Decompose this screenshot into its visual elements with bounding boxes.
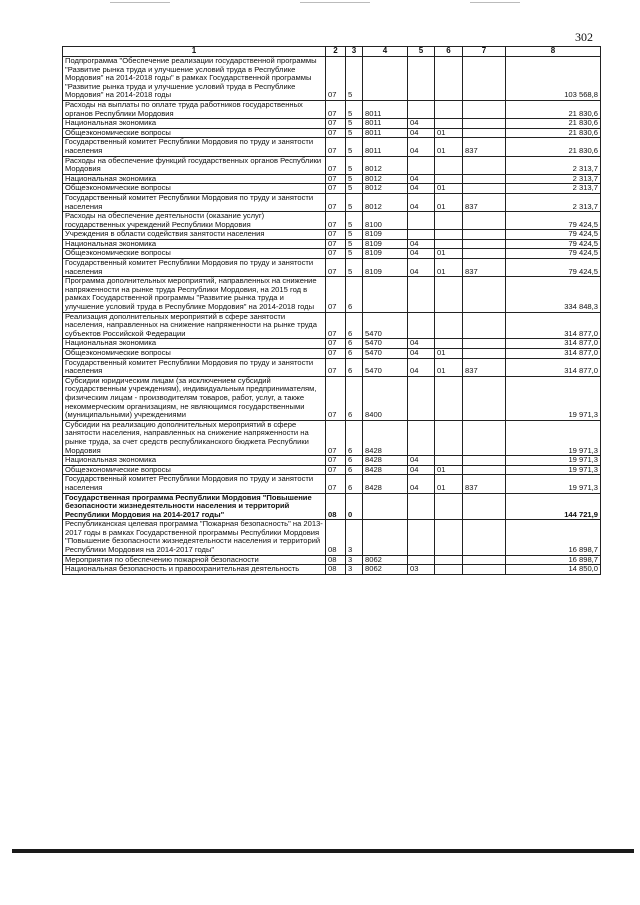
row-section: 07 — [326, 249, 346, 259]
row-department — [463, 277, 506, 312]
row-amount: 16 898,7 — [506, 520, 601, 555]
row-amount: 21 830,6 — [506, 128, 601, 138]
row-group — [408, 312, 435, 339]
row-expense-type — [435, 456, 463, 466]
row-amount: 19 971,3 — [506, 465, 601, 475]
row-subsection: 5 — [346, 119, 363, 129]
row-group — [408, 376, 435, 420]
row-article: 8011 — [363, 128, 408, 138]
row-amount: 79 424,5 — [506, 259, 601, 277]
row-department — [463, 128, 506, 138]
row-expense-type — [435, 230, 463, 240]
row-subsection: 5 — [346, 156, 363, 174]
row-name: Субсидии на реализацию дополнительных мероприятий в сфере занятости населения, направленных на снижение напряженности на рынке труда, за счет средств республиканского бюджета Республики Мордовия — [63, 420, 326, 455]
row-group: 04 — [408, 339, 435, 349]
row-expense-type — [435, 520, 463, 555]
row-amount: 19 971,3 — [506, 456, 601, 466]
row-name: Государственный комитет Республики Мордовия по труду и занятости населения — [63, 358, 326, 376]
row-department — [463, 493, 506, 520]
row-department — [463, 465, 506, 475]
row-department — [463, 565, 506, 575]
row-subsection: 6 — [346, 376, 363, 420]
row-article: 8109 — [363, 259, 408, 277]
row-section: 07 — [326, 475, 346, 493]
row-name: Национальная экономика — [63, 174, 326, 184]
table-row — [63, 520, 601, 555]
table-row — [63, 184, 601, 194]
row-group: 04 — [408, 128, 435, 138]
row-department — [463, 57, 506, 101]
row-subsection: 5 — [346, 212, 363, 230]
row-expense-type — [435, 312, 463, 339]
row-department — [463, 119, 506, 129]
row-name: Расходы на обеспечение деятельности (оказание услуг) государственных учреждений Республики Мордовия — [63, 212, 326, 230]
column-header: 2 — [326, 47, 346, 57]
table-row — [63, 565, 601, 575]
row-section: 07 — [326, 57, 346, 101]
row-amount: 21 830,6 — [506, 119, 601, 129]
row-subsection: 5 — [346, 239, 363, 249]
row-group — [408, 212, 435, 230]
row-group — [408, 156, 435, 174]
row-amount: 79 424,5 — [506, 230, 601, 240]
row-department — [463, 339, 506, 349]
row-section: 08 — [326, 565, 346, 575]
row-group: 04 — [408, 119, 435, 129]
table-row — [63, 358, 601, 376]
table-body — [63, 57, 601, 575]
row-subsection: 6 — [346, 312, 363, 339]
row-expense-type: 01 — [435, 465, 463, 475]
row-name: Подпрограмма "Обеспечение реализации государственной программы "Развитие рынка труда и улучшение условий труда в Республике Мордовия" на 2014-2018 годы" в рамках Государственной программы "Развитие рынка труда и улучшение условий труда в Республике Мордовия" на 2014-2018 годы — [63, 57, 326, 101]
row-group — [408, 100, 435, 118]
row-section: 08 — [326, 493, 346, 520]
row-section: 07 — [326, 119, 346, 129]
row-subsection: 6 — [346, 339, 363, 349]
row-department — [463, 312, 506, 339]
row-amount: 19 971,3 — [506, 376, 601, 420]
row-subsection: 5 — [346, 193, 363, 211]
row-amount: 19 971,3 — [506, 475, 601, 493]
column-header: 8 — [506, 47, 601, 57]
row-article: 8400 — [363, 376, 408, 420]
row-group: 03 — [408, 565, 435, 575]
row-department: 837 — [463, 358, 506, 376]
row-amount: 144 721,9 — [506, 493, 601, 520]
row-subsection: 6 — [346, 358, 363, 376]
row-amount: 314 877,0 — [506, 312, 601, 339]
row-name: Национальная экономика — [63, 456, 326, 466]
row-group: 04 — [408, 349, 435, 359]
row-subsection: 6 — [346, 420, 363, 455]
row-name: Национальная экономика — [63, 119, 326, 129]
row-amount: 79 424,5 — [506, 239, 601, 249]
table-row — [63, 212, 601, 230]
row-article: 8428 — [363, 456, 408, 466]
row-expense-type — [435, 493, 463, 520]
page-number: 302 — [575, 30, 593, 44]
table-row — [63, 456, 601, 466]
row-department: 837 — [463, 475, 506, 493]
row-subsection: 5 — [346, 259, 363, 277]
row-name: Общеэкономические вопросы — [63, 465, 326, 475]
row-department — [463, 230, 506, 240]
row-subsection: 0 — [346, 493, 363, 520]
row-department — [463, 156, 506, 174]
row-section: 08 — [326, 555, 346, 565]
row-article: 5470 — [363, 339, 408, 349]
row-section: 07 — [326, 358, 346, 376]
row-group: 04 — [408, 184, 435, 194]
row-article: 8062 — [363, 555, 408, 565]
row-expense-type: 01 — [435, 259, 463, 277]
row-name: Учреждения в области содействия занятости населения — [63, 230, 326, 240]
row-name: Государственный комитет Республики Мордовия по труду и занятости населения — [63, 138, 326, 156]
row-department — [463, 456, 506, 466]
row-article: 5470 — [363, 349, 408, 359]
table-row — [63, 138, 601, 156]
budget-table — [62, 46, 601, 575]
row-department: 837 — [463, 259, 506, 277]
row-name: Национальная экономика — [63, 239, 326, 249]
row-name: Мероприятия по обеспечению пожарной безопасности — [63, 555, 326, 565]
row-article: 8012 — [363, 193, 408, 211]
table-row — [63, 100, 601, 118]
row-amount: 79 424,5 — [506, 212, 601, 230]
row-article: 5470 — [363, 312, 408, 339]
row-subsection: 6 — [346, 349, 363, 359]
row-expense-type: 01 — [435, 349, 463, 359]
row-group: 04 — [408, 456, 435, 466]
row-name: Субсидии юридическим лицам (за исключением субсидий государственным учреждениям), индивидуальным предпринимателям, физическим лицам - производителям товаров, работ, услуг, а также некоммерческим организациям, не являющимся государственными (муниципальными) учреждениями — [63, 376, 326, 420]
row-amount: 2 313,7 — [506, 156, 601, 174]
row-expense-type — [435, 277, 463, 312]
row-department — [463, 349, 506, 359]
table-row — [63, 119, 601, 129]
table-row — [63, 376, 601, 420]
row-name: Общеэкономические вопросы — [63, 128, 326, 138]
row-department: 837 — [463, 138, 506, 156]
row-subsection: 5 — [346, 184, 363, 194]
row-expense-type — [435, 212, 463, 230]
row-amount: 16 898,7 — [506, 555, 601, 565]
row-article — [363, 57, 408, 101]
row-name: Государственный комитет Республики Мордовия по труду и занятости населения — [63, 259, 326, 277]
row-section: 07 — [326, 312, 346, 339]
row-expense-type: 01 — [435, 475, 463, 493]
row-article: 8011 — [363, 138, 408, 156]
row-department — [463, 249, 506, 259]
row-article: 8012 — [363, 184, 408, 194]
row-section: 07 — [326, 100, 346, 118]
row-amount: 334 848,3 — [506, 277, 601, 312]
row-expense-type — [435, 555, 463, 565]
row-subsection: 6 — [346, 277, 363, 312]
row-name: Расходы на выплаты по оплате труда работников государственных органов Республики Мордовия — [63, 100, 326, 118]
row-expense-type — [435, 57, 463, 101]
row-section: 07 — [326, 420, 346, 455]
row-expense-type — [435, 156, 463, 174]
row-section: 07 — [326, 184, 346, 194]
row-department — [463, 174, 506, 184]
row-article: 8109 — [363, 249, 408, 259]
row-expense-type — [435, 420, 463, 455]
row-article: 5470 — [363, 358, 408, 376]
row-amount: 14 850,0 — [506, 565, 601, 575]
row-name: Общеэкономические вопросы — [63, 184, 326, 194]
table-row — [63, 193, 601, 211]
row-section: 07 — [326, 277, 346, 312]
row-expense-type — [435, 376, 463, 420]
row-subsection: 5 — [346, 174, 363, 184]
table-row — [63, 57, 601, 101]
row-amount: 314 877,0 — [506, 358, 601, 376]
row-article: 8011 — [363, 100, 408, 118]
row-name: Государственный комитет Республики Мордовия по труду и занятости населения — [63, 193, 326, 211]
table-row — [63, 277, 601, 312]
row-subsection: 3 — [346, 520, 363, 555]
row-section: 07 — [326, 239, 346, 249]
row-expense-type: 01 — [435, 358, 463, 376]
row-group: 04 — [408, 249, 435, 259]
row-section: 07 — [326, 376, 346, 420]
row-article: 8062 — [363, 565, 408, 575]
row-group — [408, 493, 435, 520]
row-article: 8109 — [363, 230, 408, 240]
row-subsection: 3 — [346, 555, 363, 565]
row-subsection: 3 — [346, 565, 363, 575]
column-header: 4 — [363, 47, 408, 57]
row-section: 07 — [326, 212, 346, 230]
row-amount: 314 877,0 — [506, 349, 601, 359]
row-name: Национальная безопасность и правоохранительная деятельность — [63, 565, 326, 575]
row-group: 04 — [408, 358, 435, 376]
row-group: 04 — [408, 239, 435, 249]
row-amount: 2 313,7 — [506, 174, 601, 184]
row-article: 8428 — [363, 465, 408, 475]
row-expense-type — [435, 100, 463, 118]
row-section: 07 — [326, 156, 346, 174]
row-amount: 314 877,0 — [506, 339, 601, 349]
row-section: 07 — [326, 138, 346, 156]
row-article: 8428 — [363, 420, 408, 455]
row-group — [408, 277, 435, 312]
row-name: Расходы на обеспечение функций государственных органов Республики Мордовия — [63, 156, 326, 174]
row-subsection: 6 — [346, 465, 363, 475]
row-amount: 2 313,7 — [506, 184, 601, 194]
column-header: 3 — [346, 47, 363, 57]
row-name: Государственная программа Республики Мордовия "Повышение безопасности жизнедеятельности населения и территорий Республики Мордовия на 2014-2017 годы" — [63, 493, 326, 520]
row-department — [463, 376, 506, 420]
row-article — [363, 520, 408, 555]
row-name: Национальная экономика — [63, 339, 326, 349]
row-expense-type — [435, 119, 463, 129]
row-department — [463, 239, 506, 249]
column-header: 7 — [463, 47, 506, 57]
row-group — [408, 520, 435, 555]
row-department — [463, 100, 506, 118]
row-group: 04 — [408, 193, 435, 211]
table-row — [63, 156, 601, 174]
row-expense-type — [435, 565, 463, 575]
row-group: 04 — [408, 259, 435, 277]
row-subsection: 5 — [346, 57, 363, 101]
row-department — [463, 212, 506, 230]
row-group — [408, 57, 435, 101]
row-group: 04 — [408, 475, 435, 493]
row-amount: 21 830,6 — [506, 138, 601, 156]
row-name: Общеэкономические вопросы — [63, 349, 326, 359]
row-subsection: 6 — [346, 475, 363, 493]
row-section: 07 — [326, 456, 346, 466]
row-name: Программа дополнительных мероприятий, направленных на снижение напряженности на рынке труда Республики Мордовия, на 2015 год в рамках Государственной программы "Развитие рынка труда и улучшение условий труда в Республике Мордовия" на 2014-2018 годы — [63, 277, 326, 312]
row-name: Реализация дополнительных мероприятий в сфере занятости населения, направленных на снижение напряженности на рынке труда субъектов Российской Федерации — [63, 312, 326, 339]
table-row — [63, 259, 601, 277]
row-subsection: 5 — [346, 128, 363, 138]
row-section: 07 — [326, 339, 346, 349]
scan-artifact — [110, 2, 170, 3]
row-section: 07 — [326, 349, 346, 359]
row-article — [363, 493, 408, 520]
table-row — [63, 312, 601, 339]
row-subsection: 5 — [346, 100, 363, 118]
column-header: 5 — [408, 47, 435, 57]
table-row — [63, 420, 601, 455]
row-article: 8011 — [363, 119, 408, 129]
row-group: 04 — [408, 174, 435, 184]
row-section: 07 — [326, 259, 346, 277]
row-expense-type: 01 — [435, 138, 463, 156]
row-department — [463, 520, 506, 555]
row-subsection: 5 — [346, 249, 363, 259]
row-name: Общеэкономические вопросы — [63, 249, 326, 259]
table-header-row — [63, 47, 601, 57]
row-subsection: 6 — [346, 456, 363, 466]
row-article: 8100 — [363, 212, 408, 230]
row-subsection: 5 — [346, 230, 363, 240]
row-department — [463, 555, 506, 565]
row-group: 04 — [408, 465, 435, 475]
row-department — [463, 184, 506, 194]
column-header: 6 — [435, 47, 463, 57]
row-name: Республиканская целевая программа "Пожарная безопасность" на 2013-2017 годы в рамках Государственной программы Республики Мордовия "Повышение безопасности жизнедеятельности населения и территорий Республики Мордовия на 2014-2017 годы" — [63, 520, 326, 555]
row-group — [408, 230, 435, 240]
row-group — [408, 420, 435, 455]
page-bottom-rule — [12, 849, 634, 853]
row-expense-type: 01 — [435, 193, 463, 211]
table-row — [63, 349, 601, 359]
table-row — [63, 475, 601, 493]
row-subsection: 5 — [346, 138, 363, 156]
row-section: 08 — [326, 520, 346, 555]
row-section: 07 — [326, 465, 346, 475]
row-article — [363, 277, 408, 312]
row-amount: 19 971,3 — [506, 420, 601, 455]
table-row — [63, 230, 601, 240]
row-article: 8012 — [363, 156, 408, 174]
scan-artifact — [470, 2, 520, 3]
row-name: Государственный комитет Республики Мордовия по труду и занятости населения — [63, 475, 326, 493]
row-department: 837 — [463, 193, 506, 211]
row-amount: 79 424,5 — [506, 249, 601, 259]
row-article: 8109 — [363, 239, 408, 249]
row-article: 8428 — [363, 475, 408, 493]
table-row — [63, 493, 601, 520]
row-group: 04 — [408, 138, 435, 156]
row-amount: 2 313,7 — [506, 193, 601, 211]
row-expense-type: 01 — [435, 184, 463, 194]
row-section: 07 — [326, 128, 346, 138]
row-section: 07 — [326, 193, 346, 211]
row-section: 07 — [326, 230, 346, 240]
row-amount: 21 830,6 — [506, 100, 601, 118]
row-expense-type: 01 — [435, 249, 463, 259]
row-section: 07 — [326, 174, 346, 184]
row-article: 8012 — [363, 174, 408, 184]
row-department — [463, 420, 506, 455]
scan-artifact — [300, 2, 370, 3]
column-header: 1 — [63, 47, 326, 57]
row-amount: 103 568,8 — [506, 57, 601, 101]
row-expense-type: 01 — [435, 128, 463, 138]
